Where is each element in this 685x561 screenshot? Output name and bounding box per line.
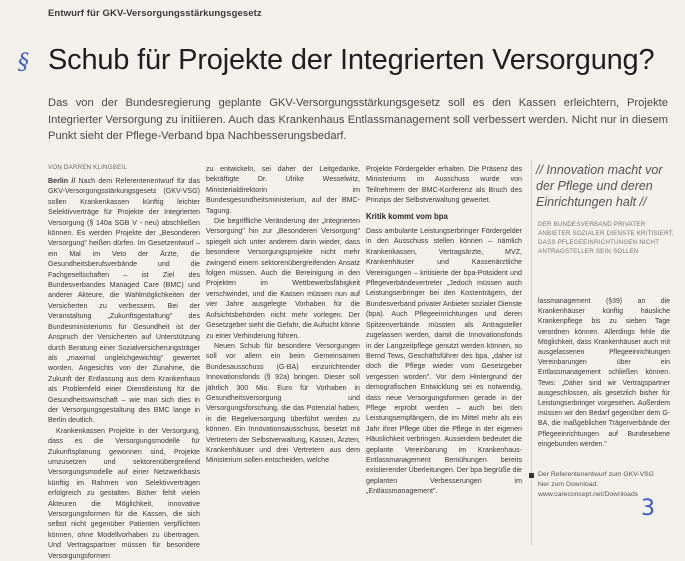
pull-quote-caption: DER BUNDESVERBAND PRIVATER ANBIETER SOZIALER DIENSTE KRITISIERT, DASS PFLEGEEINRICHTUNGEN NICHT ANTRAGSTELLER SEIN SOLLEN xyxy=(538,221,674,255)
download-note-text: Der Referentenentwurf zum GKV-VSG hier zum Download: www.careconcept.net/Downloads xyxy=(538,471,654,498)
body-text: lassmanagement (§39) an die Krankenhäuser künftig häusliche Krankenpflege bis zu sieben Tage verordnen können. Allerdings fehle die Möglichkeit, dass Krankenhäuser auch mit ausgelassenen Pflegeeinrichtungen Vereinbarungen über ein Entlassmanagement schließen können. Tews: „Daher sind wir Vertragspartner ausgeschlossen, als gesetzlich bisher für Leistungserbringer vorgesehen. Außerdem müssen wir den Bedarf gegenüber dem G-BA, die maßgeblichen Trägerverbände der Pflegeeinrichtungen auf Bundesebene eingebunden werden." xyxy=(538,298,670,448)
kicker: Entwurf für GKV-Versorgungsstärkungsgesetz xyxy=(48,8,262,19)
bullet-square-icon xyxy=(529,473,534,478)
article-title: Schub für Projekte der Integrierten Versorgung? xyxy=(48,44,655,76)
download-note xyxy=(538,470,658,500)
body-text: Die begriffliche Veränderung der „Integrierten Versorgung" hin zur „Besonderen Versorgung" spiegelt sich unter anderem darin wieder, dass besondere Versorgungsprojekte nicht mehr zwingend einem sektorenübergreifenden Ansatz folgen müssen. Auch die Bereinigung in den Projekten im Wettbewerbsfähigkeit verschwindet, und die Kassen müssen nun auf vier Jahre ausgelegte Vorhaben für die Aufsichtsbehörden nicht mehr vorlegen. Der Gesetzgeber sieht die Gefahr, die Aufsicht könne zu einer Verhinderung führen. xyxy=(206,217,360,340)
body-text: zu entwickeln, sei daher der Leitgedanke, bekräftigte Dr. Ulrike Wesselwitz, Ministerialdirektorin im Bundesgesundheitsministerium, auf der BMC-Tagung. xyxy=(206,165,360,215)
quote-mark-icon: § xyxy=(18,50,29,75)
column-3 xyxy=(366,164,522,547)
column-2 xyxy=(206,164,360,547)
body-text: Nach dem Referentenentwurf für das GKV-Versorgungsstärkungsgesetz (GKV-VSG) sollen Krankenkassen künftig leichter Selektivverträge für Projekte der Integrierten Versorgung (§ 140a SGB V - neu) abschließen können. Es werden Projekte der „Besonderen Versorgung" heißen dürfen. Im Gesetzentwurf – ein Mal im Veto der Ärzte, die Gesundheitsberufsverbände und die Fachgesellschaften – ist Ziel des Bundesverbandes Managed Care (BMC) und anderer Akteure, die Wahlmöglichkeiten der Versicherten zu verbessern. Bei der Veranstaltung „Zukunftsgestaltung" des Bundesministeriums für Gesundheit ist der Anspruch der Versicherten auf Unterstützung durch Beratung einer Sozialversicherungsträger als „maximal ungleichgewichtig" gewertet worden. Angesichts von der Zunahme, die Zukunft der Entlassung aus dem Krankenhaus als Problemfeld einer Dienstleistung für die Gesundheitswirtschaft – wie man sich dies in der Versorgungsgestaltung des BMC lange in Berlin deutlich. xyxy=(48,177,200,425)
subheading: Kritik kommt vom bpa xyxy=(366,211,448,221)
byline: VON DARREN KLINGBEIL xyxy=(48,164,127,171)
column-1 xyxy=(48,176,200,560)
body-text: Neuen Schub für besondere Versorgungen soll vor allem ein beim Gemeinsamen Bundesausschuss (G-BA) einzurichtender Innovationsfonds (§ 92a) bringen. Dieser soll jährlich 300 Mio. Euro für Vorhaben in Gesundheitsversorgung und Versorgungsforschung, die das Potenzial haben, in die Regelversorgung überführt werden zu können. Ein Innovationsausschuss, besetzt mit Vertretern der Selbstverwaltung, Kassen, Ärzten, Krankenhäuser und drei Vertretern aus dem Ministerium sollen entscheiden, welche xyxy=(206,341,360,465)
body-text: Projekte Fördergelder erhalten. Die Präsenz des Ministeriums im Ausschuss wurde von Teilnehmern der BMC-Konferenz als Bruch des Prinzips der Selbstverwaltung gewertet. xyxy=(366,165,522,205)
body-text: Dass ambulante Leistungserbringer Fördergelder in den Ausschuss stellen können – nämlich Krankenkassen, Vertragsärzte, MVZ, Krankenhäuser und Kassenärztliche Vereinigungen – kritisierte der bpa-Präsident und Pflegeverbändevertreter „Jedoch müssen auch Leistungserbringer bei den Kostenträgern, der Bundesverband privater Anbieter sozialer Dienste (bpa). Auch Pflegeeinrichtungen und deren Spitzenverbände müssten als Antragsteller zugelassen werden, damit die Innovationsfonds in der Langzeitpflege genutzt werden können, so Bernd Tews, Geschäftsführer des bpa, „daher ist doch die Pflege wieder vom Gesetzgeber vergessen worden". Vor dem Hintergrund der demografischen Entwicklung sei es notwendig, dass neue Versorgungsformen gerade in der Pflege erprobt werden – auch bei den Leistungsempfängern, die im Mittel mehr als ein Jahr ihrer Pflege über die Pflege in der eigenen Häuslichkeit verbringen. Ausserdem bedeutet die geplante Vereinbarung im Krankenhaus-Entlassmanagement Bemühungen bereits existierender Überleitungen. Der bpa begrüße die geplanten Verbesserungen im „Entlassmanagement". xyxy=(366,227,522,496)
page-number: 3 xyxy=(641,496,655,521)
pull-quote: // Innovation macht vor der Pflege und deren Einrichtungen halt // xyxy=(536,163,663,209)
paragraph xyxy=(48,176,200,426)
body-text: Krankenkassen Projekte in der Versorgung, dass es die Versorgungsmodelle für Zukunftsplanung gewonnen sind, Projekte umzusetzen und sektorenübergreifend Versorgungsmodelle auf einer Netzwerkbasis künftig im Rahmen von Selektivverträgen erfolgreich zu gestalten. Bisher fehlt vielen Akteuren die Möglichkeit, innovative Versorgungsformen für die Kassen, die sich selbst nicht gegenüber Patienten verpflichten können, ohne Modellvorhaben zu übertragen. Und Vertragspartner müssen für besondere Versorgungsformen xyxy=(48,426,200,560)
column-4 xyxy=(538,297,670,457)
dateline: Berlin // xyxy=(48,177,76,185)
lead-paragraph: Das von der Bundesregierung geplante GKV-Versorgungsstärkungsgesetz soll es den Kassen erleichtern, Projekte Integrierter Versorgung zu initiieren. Auch das Krankenhaus Entlassmanagement soll verbessert werden. Nicht nur in diesem Punkt sieht der Pflege-Verband bpa Nachbesserungsbedarf. xyxy=(48,97,668,142)
column-divider xyxy=(531,160,532,545)
